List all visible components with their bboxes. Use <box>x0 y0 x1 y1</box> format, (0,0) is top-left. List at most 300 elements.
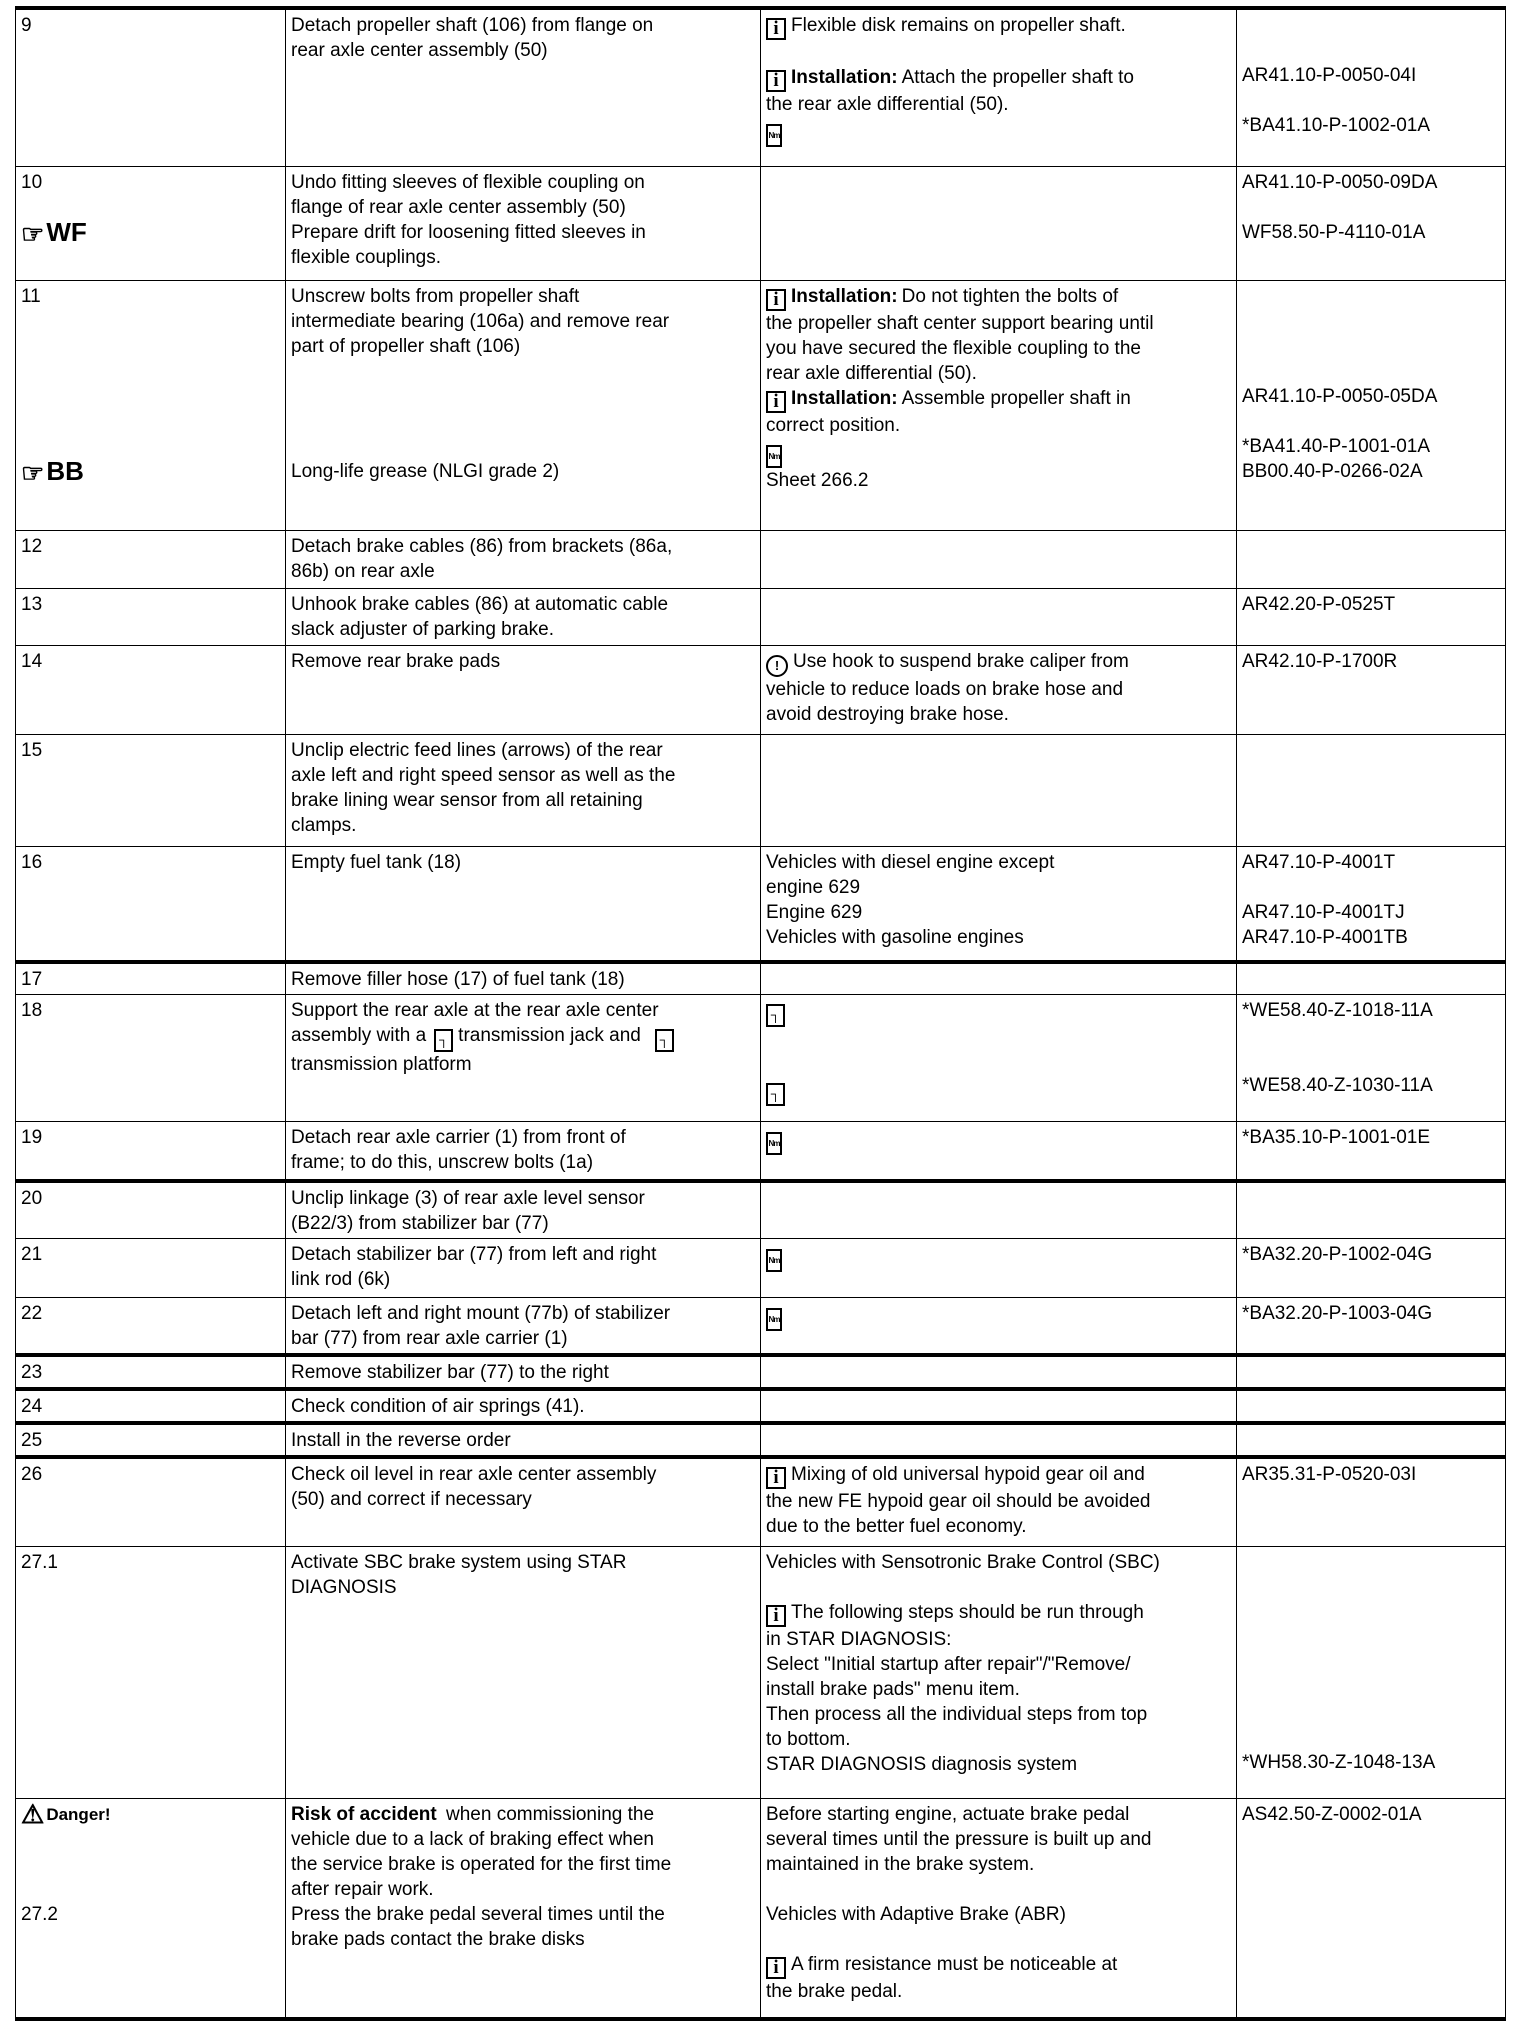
text: 22 <box>21 1302 43 1324</box>
text-line <box>766 1727 1230 1752</box>
text: install brake pads" menu item. <box>766 1678 1020 1700</box>
text: part of propeller shaft (106) <box>291 335 521 357</box>
step-number-cell <box>16 995 286 1122</box>
action-cell <box>286 1423 761 1457</box>
torque-icon: Nm <box>766 1249 782 1272</box>
text: *BA35.10-P-1001-01E <box>1242 1127 1431 1148</box>
text-line <box>1242 284 1499 309</box>
text-line <box>1242 592 1499 617</box>
text: Check condition of air springs (41). <box>291 1396 585 1417</box>
action-cell <box>286 846 761 962</box>
step-number-cell <box>16 1546 286 1798</box>
note-cell <box>761 1181 1237 1239</box>
text-line <box>21 1428 279 1453</box>
text-line <box>21 13 279 38</box>
text-line <box>766 1489 1230 1514</box>
text-line <box>291 409 754 434</box>
bold-heading: Installation: <box>791 285 898 307</box>
text: engine 629 <box>766 876 861 898</box>
text-line <box>766 361 1230 386</box>
table-row <box>16 166 1506 280</box>
tool-group-code: WF <box>46 216 87 247</box>
step-number-cell <box>16 1423 286 1457</box>
text-line <box>766 1979 1230 2004</box>
text-line <box>1242 38 1499 63</box>
action-cell <box>286 1181 761 1239</box>
text-line <box>766 875 1230 900</box>
step-number-cell <box>16 8 286 166</box>
text-line <box>291 1852 754 1877</box>
step-number-cell <box>16 1389 286 1423</box>
info-icon: i <box>766 1605 786 1627</box>
note-cell <box>761 1546 1237 1798</box>
text-line <box>21 998 279 1023</box>
text: Unhook brake cables (86) at automatic cable <box>291 593 669 615</box>
text-line <box>291 1186 754 1211</box>
text-line <box>766 92 1230 117</box>
info-icon: i <box>766 1467 786 1489</box>
text-line <box>291 434 754 459</box>
text-line <box>766 65 1230 92</box>
action-cell <box>286 1122 761 1181</box>
text-line <box>291 1927 754 1952</box>
torque-icon: Nm <box>766 445 782 468</box>
text-line <box>766 1242 1230 1272</box>
reference-cell <box>1237 1238 1506 1297</box>
text: Detach brake cables (86) from brackets (86a, <box>291 535 673 557</box>
text-line <box>1242 195 1499 220</box>
text: the new FE hypoid gear oil should be avoided <box>766 1491 1151 1512</box>
text: AR41.10-P-0050-05DA <box>1242 385 1438 407</box>
text-line <box>1242 1675 1499 1700</box>
note-cell <box>761 8 1237 166</box>
text-line <box>21 284 279 309</box>
table-row <box>16 1546 1506 1798</box>
text: 23 <box>21 1362 43 1383</box>
text-line <box>21 409 279 434</box>
text: Unclip electric feed lines (arrows) of the rear <box>291 739 663 761</box>
text-line <box>291 1301 754 1326</box>
note-cell <box>761 995 1237 1122</box>
note-cell <box>761 280 1237 530</box>
text: (B22/3) from stabilizer bar (77) <box>291 1212 549 1234</box>
text: AR42.10-P-1700R <box>1242 650 1398 672</box>
text-line <box>766 1927 1230 1952</box>
text: axle left and right speed sensor as well as the <box>291 764 676 786</box>
text-line <box>21 309 279 334</box>
text-line <box>1242 88 1499 113</box>
text-line <box>291 1242 754 1267</box>
step-number-cell <box>16 645 286 734</box>
text: 26 <box>21 1464 43 1485</box>
table-row <box>16 995 1506 1122</box>
reference-cell <box>1237 1181 1506 1239</box>
text: Detach rear axle carrier (1) from front of <box>291 1127 626 1148</box>
text-line <box>766 1052 1230 1077</box>
text: the service brake is operated for the first time <box>291 1853 672 1875</box>
text-line <box>291 1550 754 1575</box>
info-icon: i <box>766 391 786 413</box>
text: 15 <box>21 739 43 761</box>
text-line <box>21 1877 279 1902</box>
note-cell <box>761 1423 1237 1457</box>
text-line <box>21 967 279 992</box>
text-line <box>1242 220 1499 245</box>
text-line <box>766 925 1230 950</box>
table-row <box>16 1423 1506 1457</box>
action-cell <box>286 1798 761 2019</box>
text-line <box>291 534 754 559</box>
text: Activate SBC brake system using STAR <box>291 1551 627 1573</box>
text: 13 <box>21 593 43 615</box>
text: the brake pedal. <box>766 1980 903 2002</box>
special-tool-icon: ┐ <box>766 1083 785 1106</box>
text-line <box>1242 1550 1499 1575</box>
action-cell <box>286 166 761 280</box>
reference-cell <box>1237 1122 1506 1181</box>
text-line <box>21 1125 279 1150</box>
text: rear axle differential (50). <box>766 362 977 384</box>
step-number-cell <box>16 1798 286 2019</box>
text: brake pads contact the brake disks <box>291 1928 585 1950</box>
text: 11 <box>21 285 41 307</box>
text: AS42.50-Z-0002-01A <box>1242 1803 1422 1825</box>
text: assembly with a <box>291 1025 427 1046</box>
text: Before starting engine, actuate brake pedal <box>766 1803 1130 1825</box>
text: transmission jack and <box>458 1025 641 1046</box>
text: Support the rear axle at the rear axle center <box>291 1000 659 1021</box>
step-number-cell <box>16 530 286 588</box>
text: Then process all the individual steps from top <box>766 1703 1148 1725</box>
reference-cell <box>1237 1389 1506 1423</box>
text-line <box>766 1652 1230 1677</box>
text: 9 <box>21 15 32 36</box>
reference-cell <box>1237 280 1506 530</box>
text: AR47.10-P-4001TJ <box>1242 901 1405 923</box>
text-line <box>21 1798 279 1829</box>
reference-cell <box>1237 588 1506 645</box>
text: *BA32.20-P-1003-04G <box>1242 1302 1433 1324</box>
reference-cell <box>1237 1355 1506 1389</box>
text-line <box>1242 359 1499 384</box>
text: vehicle due to a lack of braking effect when <box>291 1828 654 1850</box>
note-cell <box>761 962 1237 995</box>
text-line <box>291 170 754 195</box>
reference-cell <box>1237 1457 1506 1546</box>
note-cell <box>761 1238 1237 1297</box>
text-line <box>766 1827 1230 1852</box>
text-line <box>1242 649 1499 674</box>
text-line <box>291 1877 754 1902</box>
text: Long-life grease (NLGI grade 2) <box>291 460 560 482</box>
text-line <box>766 649 1230 677</box>
text-line <box>291 559 754 584</box>
text-line <box>1242 1750 1499 1775</box>
text-line <box>766 438 1230 468</box>
text-line <box>766 336 1230 361</box>
special-tool-icon: ┐ <box>766 1004 785 1027</box>
text-line <box>21 649 279 674</box>
text: 18 <box>21 1000 43 1021</box>
torque-icon: Nm <box>766 1308 782 1331</box>
text-line <box>766 1702 1230 1727</box>
text-line <box>291 1487 754 1512</box>
text: *BA41.10-P-1002-01A <box>1242 115 1431 136</box>
text: 25 <box>21 1430 43 1451</box>
repair-steps-table <box>15 6 1506 2021</box>
text-line <box>766 1677 1230 1702</box>
text-line <box>21 216 279 249</box>
action-cell <box>286 1238 761 1297</box>
text: due to the better fuel economy. <box>766 1516 1027 1537</box>
text: *WH58.30-Z-1048-13A <box>1242 1751 1436 1773</box>
info-icon: i <box>766 70 786 92</box>
text-line <box>766 1575 1230 1600</box>
text: Remove stabilizer bar (77) to the right <box>291 1362 609 1383</box>
text: *BA41.40-P-1001-01A <box>1242 435 1431 457</box>
step-number-cell <box>16 588 286 645</box>
text: Do not tighten the bolts of <box>901 285 1119 307</box>
text-line <box>1242 309 1499 334</box>
text-line <box>766 413 1230 438</box>
text: AR41.10-P-0050-04I <box>1242 65 1417 86</box>
text: Check oil level in rear axle center assembly <box>291 1464 657 1485</box>
text-line <box>291 1428 754 1453</box>
reference-cell <box>1237 645 1506 734</box>
text: Use hook to suspend brake caliper from <box>793 650 1129 672</box>
text: Empty fuel tank (18) <box>291 851 462 873</box>
text-line <box>291 1394 754 1419</box>
text-line <box>291 1360 754 1385</box>
text: 86b) on rear axle <box>291 560 435 582</box>
text-line <box>766 1462 1230 1489</box>
text-line <box>1242 63 1499 88</box>
table-row <box>16 280 1506 530</box>
text: Install in the reverse order <box>291 1430 511 1451</box>
text-line <box>291 967 754 992</box>
text-line <box>1242 850 1499 875</box>
text: Vehicles with Adaptive Brake (ABR) <box>766 1903 1066 1925</box>
text-line <box>21 334 279 359</box>
reference-cell <box>1237 995 1506 1122</box>
table-row <box>16 734 1506 846</box>
text: (50) and correct if necessary <box>291 1489 532 1510</box>
table-row <box>16 1798 1506 2019</box>
text-line <box>291 1267 754 1292</box>
text-line <box>1242 170 1499 195</box>
text-line <box>291 649 754 674</box>
text: 27.1 <box>21 1551 58 1573</box>
text: rear axle center assembly (50) <box>291 40 548 61</box>
text-line <box>21 1394 279 1419</box>
note-cell <box>761 588 1237 645</box>
text: link rod (6k) <box>291 1268 391 1290</box>
text: vehicle to reduce loads on brake hose and <box>766 678 1124 700</box>
action-cell <box>286 1389 761 1423</box>
bold-heading: Installation: <box>791 67 898 88</box>
text: in STAR DIAGNOSIS: <box>766 1628 952 1650</box>
step-number-cell <box>16 166 286 280</box>
text-line <box>291 384 754 409</box>
text: Press the brake pedal several times until the <box>291 1903 665 1925</box>
text-line <box>1242 13 1499 38</box>
text-line <box>291 1125 754 1150</box>
text: Detach left and right mount (77b) of stabilizer <box>291 1302 671 1324</box>
text: Assemble propeller shaft in <box>901 387 1131 409</box>
text: AR47.10-P-4001T <box>1242 851 1396 873</box>
text-line <box>1242 334 1499 359</box>
note-cell <box>761 1798 1237 2019</box>
action-cell <box>286 280 761 530</box>
reference-cell <box>1237 166 1506 280</box>
step-number-cell <box>16 962 286 995</box>
text-line <box>1242 1802 1499 1827</box>
text-line <box>21 850 279 875</box>
danger-label: Danger! <box>46 1804 111 1824</box>
text: 20 <box>21 1187 43 1209</box>
text-line <box>766 1752 1230 1777</box>
note-cell <box>761 645 1237 734</box>
text-line <box>766 900 1230 925</box>
text-line <box>766 1027 1230 1052</box>
text-line <box>291 617 754 642</box>
reference-cell <box>1237 734 1506 846</box>
pointing-hand-icon: ☞ <box>21 218 45 249</box>
action-cell <box>286 1355 761 1389</box>
step-number-cell <box>16 1457 286 1546</box>
text-line <box>291 38 754 63</box>
text: 27.2 <box>21 1903 58 1925</box>
text: Flexible disk remains on propeller shaft. <box>791 15 1126 36</box>
text: clamps. <box>291 814 357 836</box>
text: Undo fitting sleeves of flexible coupling on <box>291 171 645 193</box>
text-line <box>291 1575 754 1600</box>
text-line <box>21 359 279 384</box>
text-line <box>291 1052 754 1077</box>
text-line <box>766 1877 1230 1902</box>
text: AR42.20-P-0525T <box>1242 593 1396 615</box>
action-cell <box>286 962 761 995</box>
text: several times until the pressure is built up and <box>766 1828 1152 1850</box>
action-cell <box>286 734 761 846</box>
step-number-cell <box>16 280 286 530</box>
text: STAR DIAGNOSIS diagnosis system <box>766 1753 1078 1775</box>
reference-cell <box>1237 846 1506 962</box>
text-line <box>21 1902 279 1927</box>
table-row <box>16 1181 1506 1239</box>
text-line <box>1242 1725 1499 1750</box>
text-line <box>291 1211 754 1236</box>
text: avoid destroying brake hose. <box>766 703 1009 725</box>
info-icon: i <box>766 289 786 311</box>
text: when commissioning the <box>440 1803 655 1825</box>
text: Detach stabilizer bar (77) from left and right <box>291 1243 657 1265</box>
text-line <box>291 245 754 270</box>
text: frame; to do this, unscrew bolts (1a) <box>291 1152 594 1173</box>
text-line <box>291 850 754 875</box>
table-row <box>16 1238 1506 1297</box>
action-cell <box>286 8 761 166</box>
text-line <box>21 1550 279 1575</box>
text: Vehicles with Sensotronic Brake Control (SBC) <box>766 1551 1160 1573</box>
text-line <box>1242 1048 1499 1073</box>
text-line <box>766 998 1230 1027</box>
text: Unclip linkage (3) of rear axle level sensor <box>291 1187 645 1209</box>
text-line <box>21 738 279 763</box>
text: 10 <box>21 171 43 193</box>
note-cell <box>761 166 1237 280</box>
text-line <box>1242 384 1499 409</box>
action-cell <box>286 1297 761 1355</box>
text-line <box>766 677 1230 702</box>
bold-heading: Installation: <box>791 387 898 409</box>
text: Sheet 266.2 <box>766 469 869 491</box>
text-line <box>1242 409 1499 434</box>
table-row <box>16 1297 1506 1355</box>
text-line <box>21 170 279 195</box>
text: Vehicles with diesel engine except <box>766 851 1055 873</box>
text-line <box>291 738 754 763</box>
table-row <box>16 846 1506 962</box>
text: Mixing of old universal hypoid gear oil and <box>791 1464 1145 1485</box>
text: Prepare drift for loosening fitted sleeves in <box>291 221 646 243</box>
text-line <box>291 1023 754 1052</box>
text-line <box>291 788 754 813</box>
text-line <box>766 468 1230 493</box>
text-line <box>291 284 754 309</box>
text-line <box>291 763 754 788</box>
text: Remove rear brake pads <box>291 650 501 672</box>
text: AR47.10-P-4001TB <box>1242 926 1408 948</box>
text: 14 <box>21 650 43 672</box>
step-number-cell <box>16 1297 286 1355</box>
text: 19 <box>21 1127 43 1148</box>
reference-cell <box>1237 1546 1506 1798</box>
text-line <box>291 1462 754 1487</box>
text: intermediate bearing (106a) and remove rear <box>291 310 670 332</box>
text-line <box>21 1852 279 1877</box>
text-line <box>291 334 754 359</box>
table-row <box>16 1355 1506 1389</box>
text-line <box>766 1550 1230 1575</box>
reference-cell <box>1237 1798 1506 2019</box>
text-line <box>766 1077 1230 1106</box>
text-line <box>291 459 754 484</box>
warning-triangle-icon: ⚠ <box>21 1798 45 1829</box>
pointing-hand-icon: ☞ <box>21 457 45 488</box>
step-number-cell <box>16 734 286 846</box>
step-number-cell <box>16 1238 286 1297</box>
text-line <box>766 1952 1230 1979</box>
text-line <box>21 592 279 617</box>
text: *WE58.40-Z-1018-11A <box>1242 1000 1433 1021</box>
text: 24 <box>21 1396 43 1417</box>
step-number-cell <box>16 846 286 962</box>
text-line <box>21 1301 279 1326</box>
text-line <box>291 813 754 838</box>
text: flange of rear axle center assembly (50) <box>291 196 626 218</box>
text-line <box>21 455 279 488</box>
text: brake lining wear sensor from all retaining <box>291 789 643 811</box>
text-line <box>1242 1575 1499 1600</box>
text-line <box>291 1326 754 1351</box>
bold-heading: Risk of accident <box>291 1803 437 1825</box>
reference-cell <box>1237 8 1506 166</box>
text: Attach the propeller shaft to <box>901 67 1134 88</box>
text-line <box>1242 925 1499 950</box>
text: WF58.50-P-4110-01A <box>1242 221 1426 243</box>
text-line <box>766 1627 1230 1652</box>
